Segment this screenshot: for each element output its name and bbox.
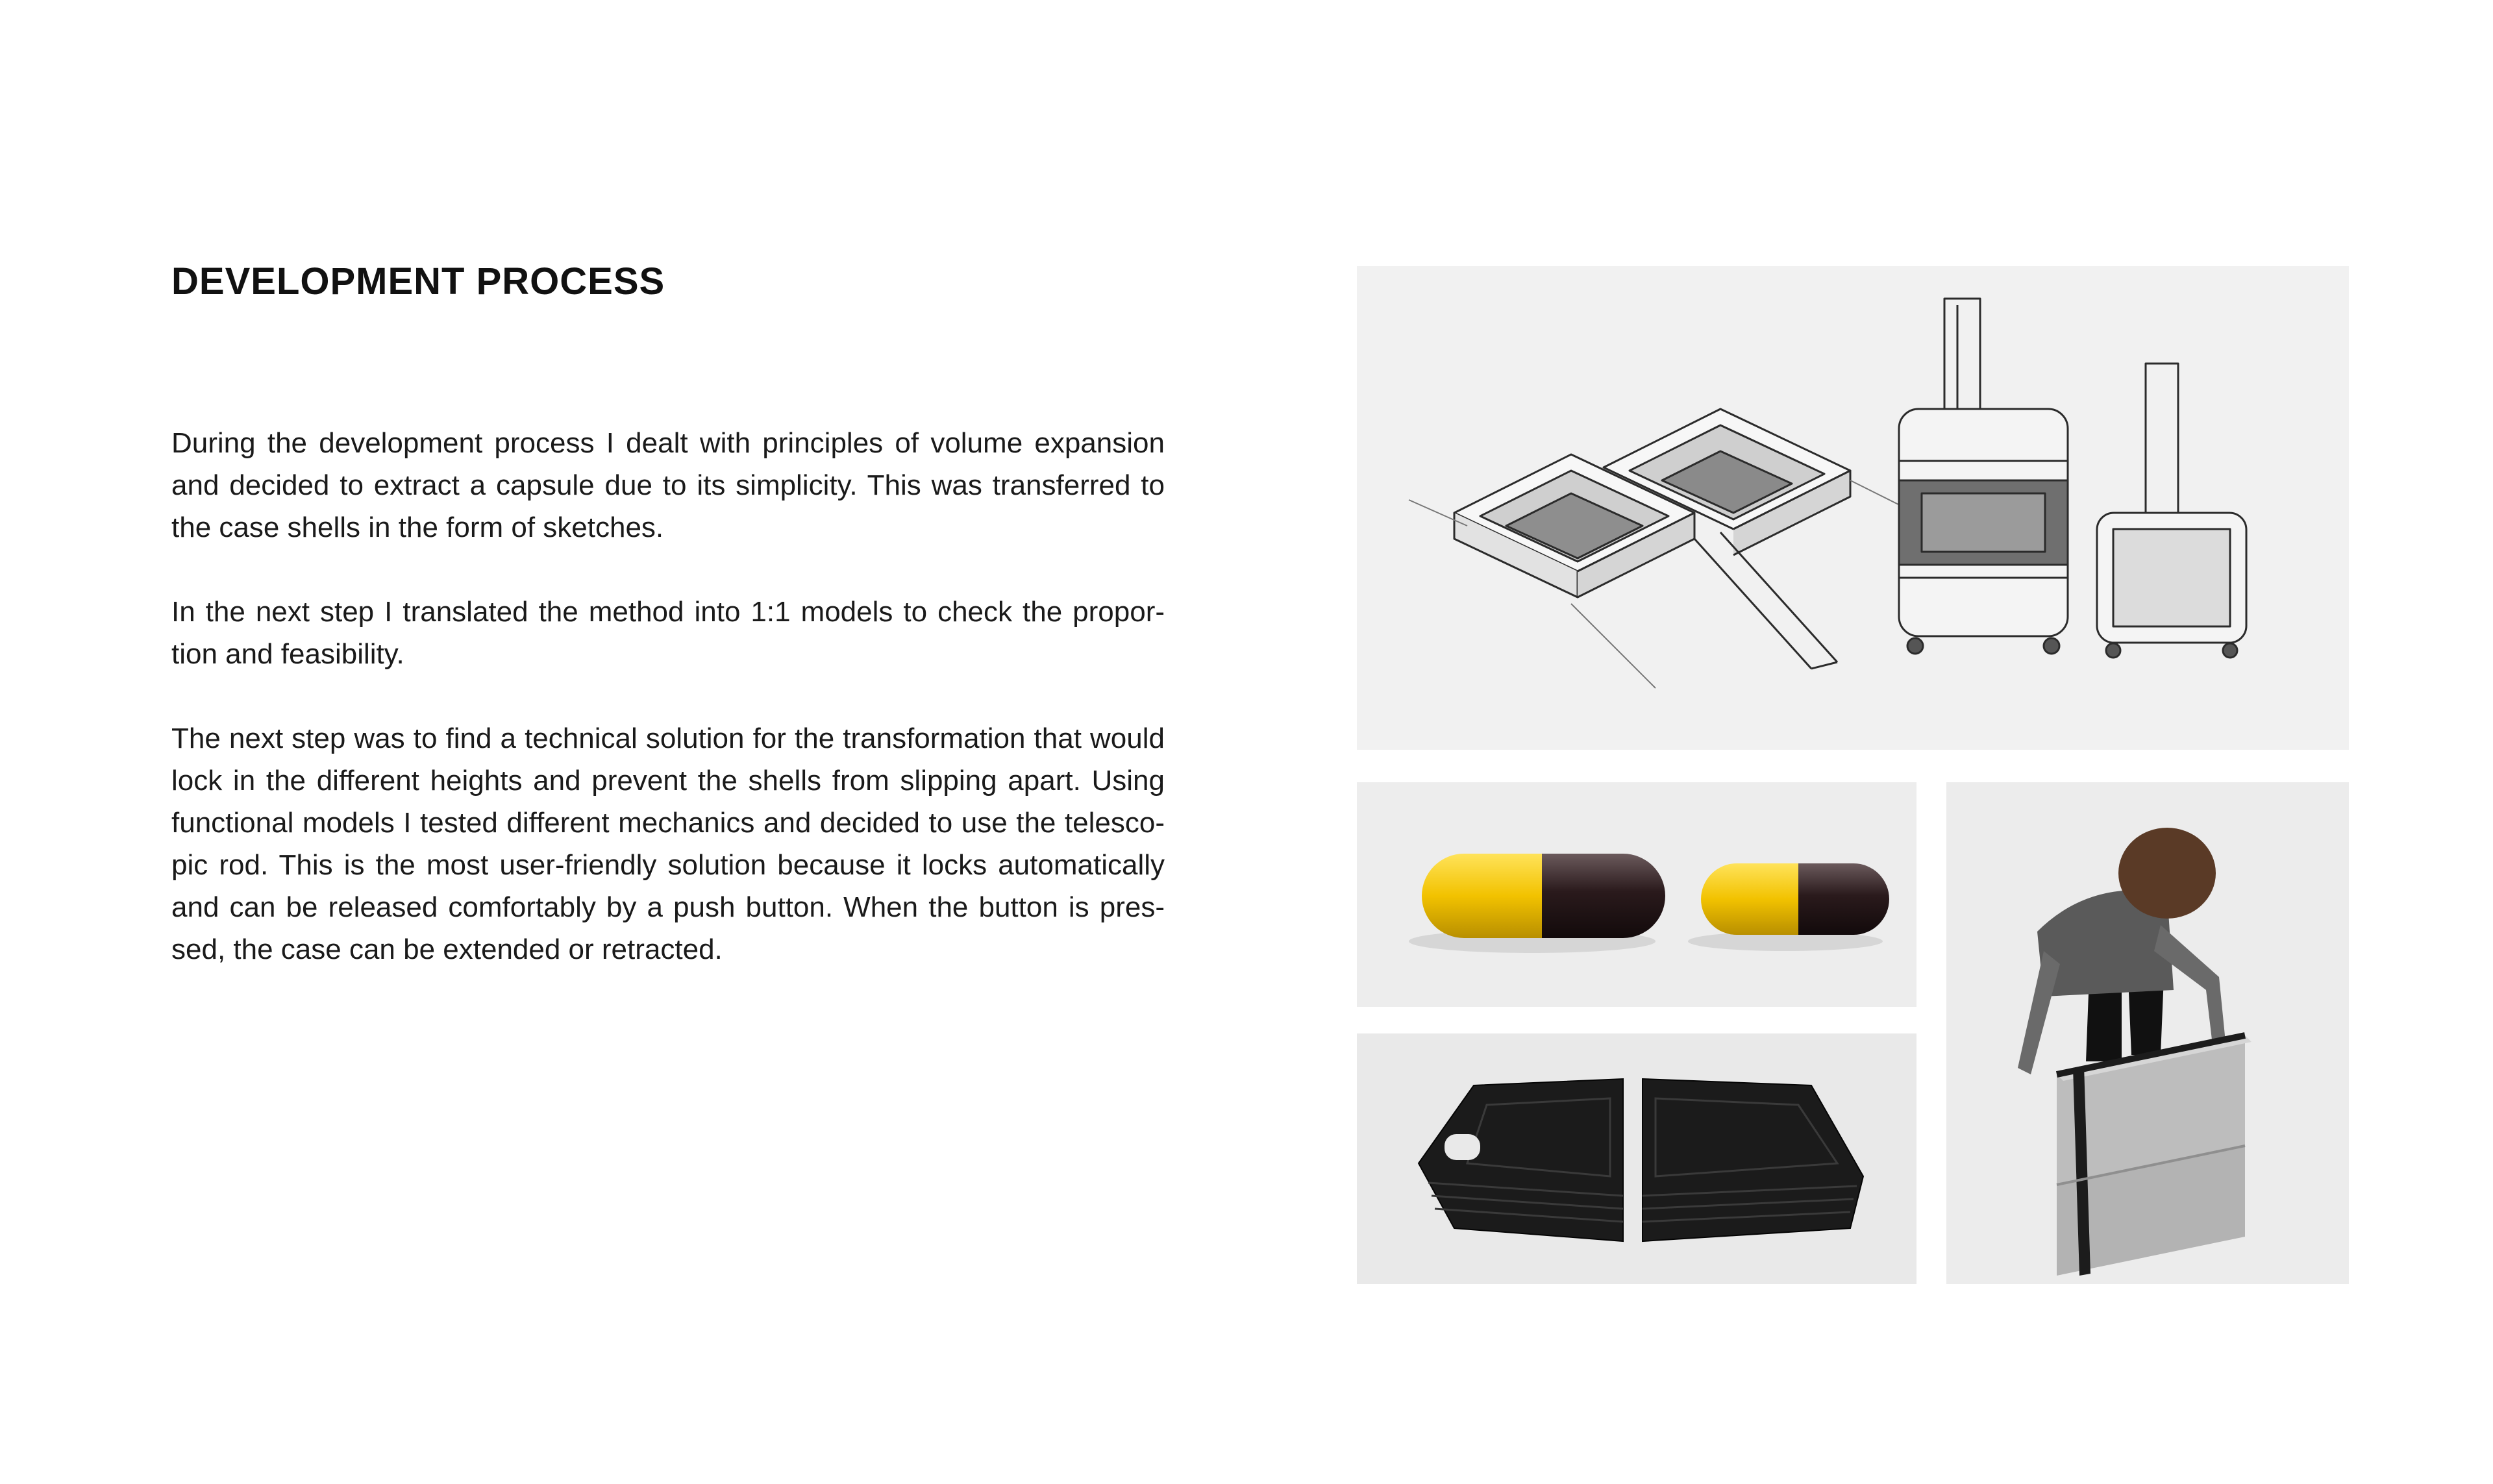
person-with-prototype-image — [1946, 782, 2349, 1284]
suitcase-sketch-image — [1357, 266, 2349, 750]
paragraph-2: In the next step I translated the method into 1:1 models to check the propor- tion and feasibility. — [171, 596, 1165, 670]
paragraph-1: During the development process I dealt with principles of volume expansion and decided to extract a capsule due to its simplicity. This was transferred to the case shells in the form of sketches. — [171, 427, 1165, 543]
page-title: DEVELOPMENT PROCESS — [171, 260, 665, 303]
black-shell-models-image — [1357, 1033, 1916, 1284]
paragraph-3: The next step was to find a technical solution for the transformation that would lock in the different heights and prevent the shells from slipping apart. Using functional models I tested different mechanics and decided to use the telesco- pic rod. This is the most user-friendly solution because it locks automatically and can be released comfortably by a push button. When the button is pres- sed, the case can be extended or retracted. — [171, 723, 1165, 965]
body-text — [171, 422, 1165, 1013]
capsule-models-image — [1357, 782, 1916, 1007]
